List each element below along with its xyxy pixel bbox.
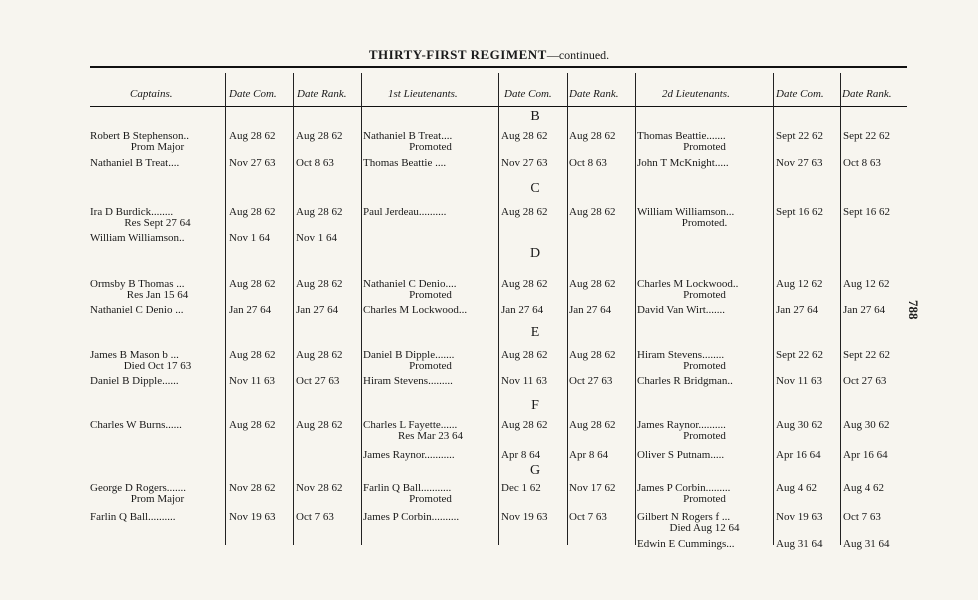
c-rank-cell: Aug 28 62 bbox=[296, 130, 343, 142]
l1-com-cell: Aug 28 62 bbox=[501, 130, 548, 142]
l1-rank-cell: Oct 7 63 bbox=[569, 511, 607, 523]
header-date-rank: Date Rank. bbox=[842, 88, 892, 100]
l1-com-cell: Dec 1 62 bbox=[501, 482, 541, 494]
l2-rank-cell: Aug 12 62 bbox=[843, 278, 890, 290]
l1-cell: Charles M Lockwood... bbox=[363, 304, 468, 316]
l2-cell: Thomas Beattie....... bbox=[637, 130, 726, 142]
company-letter: B bbox=[530, 109, 540, 124]
l2-cell: Hiram Stevens........ bbox=[637, 349, 725, 361]
l2-com-cell: Aug 12 62 bbox=[776, 278, 823, 290]
c-com-cell: Nov 19 63 bbox=[229, 511, 276, 523]
l1-cell: Nathaniel C Denio.... bbox=[363, 278, 457, 290]
l1-note: Res Mar 23 64 bbox=[397, 430, 464, 442]
l2-cell: John T McKnight..... bbox=[637, 157, 729, 169]
l1-rank-cell: Oct 8 63 bbox=[569, 157, 607, 169]
c-com-cell: Nov 27 63 bbox=[229, 157, 276, 169]
l2-cell: Edwin E Cummings... bbox=[637, 538, 735, 550]
cap-cell: James B Mason b ... bbox=[90, 349, 179, 361]
l1-com-cell: Aug 28 62 bbox=[501, 278, 548, 290]
cap-cell: Nathaniel C Denio ... bbox=[90, 304, 184, 316]
l2-cell: David Van Wirt....... bbox=[637, 304, 726, 316]
l2-rank-cell: Aug 31 64 bbox=[843, 538, 890, 550]
l1-note: Promoted bbox=[409, 360, 452, 372]
column-divider bbox=[361, 73, 362, 545]
l1-com-cell: Nov 27 63 bbox=[501, 157, 548, 169]
c-rank-cell: Oct 27 63 bbox=[296, 375, 340, 387]
l1-com-cell: Nov 11 63 bbox=[501, 375, 548, 387]
c-rank-cell: Aug 28 62 bbox=[296, 419, 343, 431]
cap-note: Res Jan 15 64 bbox=[126, 289, 189, 301]
l1-note: Promoted bbox=[409, 141, 452, 153]
company-letter: E bbox=[530, 325, 540, 340]
l1-rank-cell: Aug 28 62 bbox=[569, 278, 616, 290]
l2-rank-cell: Apr 16 64 bbox=[843, 449, 888, 461]
column-divider bbox=[293, 73, 294, 545]
header-captains: Captains. bbox=[130, 88, 173, 100]
l1-rank-cell: Apr 8 64 bbox=[569, 449, 609, 461]
header-date-rank: Date Rank. bbox=[569, 88, 619, 100]
l1-rank-cell: Aug 28 62 bbox=[569, 419, 616, 431]
l2-note: Promoted bbox=[683, 493, 726, 505]
l1-com-cell: Jan 27 64 bbox=[501, 304, 544, 316]
l2-com-cell: Sept 16 62 bbox=[776, 206, 824, 218]
column-divider bbox=[773, 73, 774, 545]
l1-com-cell: Aug 28 62 bbox=[501, 349, 548, 361]
l1-com-cell: Aug 28 62 bbox=[501, 419, 548, 431]
c-com-cell: Aug 28 62 bbox=[229, 130, 276, 142]
top-rule bbox=[90, 66, 907, 68]
l1-cell: Daniel B Dipple....... bbox=[363, 349, 455, 361]
l2-note: Promoted. bbox=[681, 217, 728, 229]
l2-cell: Gilbert N Rogers f ... bbox=[637, 511, 731, 523]
cap-cell: Nathaniel B Treat.... bbox=[90, 157, 180, 169]
cap-cell: Ormsby B Thomas ... bbox=[90, 278, 185, 290]
l1-cell: Farlin Q Ball........... bbox=[363, 482, 452, 494]
l1-com-cell: Apr 8 64 bbox=[501, 449, 541, 461]
header-date-com: Date Com. bbox=[229, 88, 277, 100]
company-letter: F bbox=[531, 398, 539, 413]
c-rank-cell: Nov 28 62 bbox=[296, 482, 343, 494]
header-date-com: Date Com. bbox=[776, 88, 824, 100]
l2-com-cell: Nov 11 63 bbox=[776, 375, 823, 387]
l2-com-cell: Nov 27 63 bbox=[776, 157, 823, 169]
l2-com-cell: Aug 4 62 bbox=[776, 482, 817, 494]
l2-com-cell: Sept 22 62 bbox=[776, 349, 824, 361]
l2-note: Promoted bbox=[683, 141, 726, 153]
l2-rank-cell: Sept 22 62 bbox=[843, 130, 891, 142]
l2-rank-cell: Oct 8 63 bbox=[843, 157, 881, 169]
l1-rank-cell: Aug 28 62 bbox=[569, 130, 616, 142]
l2-note: Promoted bbox=[683, 289, 726, 301]
l2-cell: James Raynor.......... bbox=[637, 419, 726, 431]
c-com-cell: Nov 1 64 bbox=[229, 232, 270, 244]
l2-cell: William Williamson... bbox=[637, 206, 735, 218]
cap-note: Died Oct 17 63 bbox=[123, 360, 192, 372]
column-divider bbox=[225, 73, 226, 545]
company-letter: D bbox=[529, 246, 541, 261]
l2-com-cell: Jan 27 64 bbox=[776, 304, 819, 316]
l1-rank-cell: Jan 27 64 bbox=[569, 304, 612, 316]
cap-cell: George D Rogers....... bbox=[90, 482, 187, 494]
cap-note: Res Sept 27 64 bbox=[124, 217, 191, 229]
l2-com-cell: Sept 22 62 bbox=[776, 130, 824, 142]
c-rank-cell: Oct 8 63 bbox=[296, 157, 334, 169]
cap-cell: Charles W Burns...... bbox=[90, 419, 182, 431]
company-letter: C bbox=[530, 181, 540, 196]
c-com-cell: Aug 28 62 bbox=[229, 349, 276, 361]
c-com-cell: Aug 28 62 bbox=[229, 419, 276, 431]
l2-com-cell: Apr 16 64 bbox=[776, 449, 821, 461]
c-rank-cell: Aug 28 62 bbox=[296, 278, 343, 290]
l1-cell: Thomas Beattie .... bbox=[363, 157, 447, 169]
column-divider bbox=[498, 73, 499, 545]
l2-rank-cell: Jan 27 64 bbox=[843, 304, 886, 316]
l2-rank-cell: Aug 4 62 bbox=[843, 482, 884, 494]
c-rank-cell: Aug 28 62 bbox=[296, 206, 343, 218]
l2-rank-cell: Sept 16 62 bbox=[843, 206, 891, 218]
header-second-lieutenants: 2d Lieutenants. bbox=[662, 88, 730, 100]
l1-cell: Hiram Stevens......... bbox=[363, 375, 453, 387]
l1-rank-cell: Oct 27 63 bbox=[569, 375, 613, 387]
c-rank-cell: Jan 27 64 bbox=[296, 304, 339, 316]
l1-cell: Charles L Fayette...... bbox=[363, 419, 458, 431]
l1-note: Promoted bbox=[409, 289, 452, 301]
l2-rank-cell: Aug 30 62 bbox=[843, 419, 890, 431]
cap-cell: Farlin Q Ball.......... bbox=[90, 511, 176, 523]
page-title: THIRTY-FIRST REGIMENT—continued. bbox=[368, 47, 610, 62]
l2-rank-cell: Oct 27 63 bbox=[843, 375, 887, 387]
l1-cell: Nathaniel B Treat.... bbox=[363, 130, 453, 142]
c-com-cell: Nov 28 62 bbox=[229, 482, 276, 494]
l2-com-cell: Aug 30 62 bbox=[776, 419, 823, 431]
l1-rank-cell: Aug 28 62 bbox=[569, 206, 616, 218]
header-date-rank: Date Rank. bbox=[297, 88, 347, 100]
l1-cell: James P Corbin.......... bbox=[363, 511, 460, 523]
l2-cell: Charles R Bridgman.. bbox=[637, 375, 733, 387]
l2-note: Promoted bbox=[683, 430, 726, 442]
l2-cell: Oliver S Putnam..... bbox=[637, 449, 725, 461]
l1-rank-cell: Nov 17 62 bbox=[569, 482, 616, 494]
company-letter: G bbox=[529, 463, 541, 478]
column-divider bbox=[635, 73, 636, 545]
column-divider bbox=[567, 73, 568, 545]
l2-cell: James P Corbin......... bbox=[637, 482, 731, 494]
l2-note: Promoted bbox=[683, 360, 726, 372]
l2-cell: Charles M Lockwood.. bbox=[637, 278, 739, 290]
cap-cell: Robert B Stephenson.. bbox=[90, 130, 189, 142]
l2-rank-cell: Oct 7 63 bbox=[843, 511, 881, 523]
c-rank-cell: Oct 7 63 bbox=[296, 511, 334, 523]
l1-cell: James Raynor........... bbox=[363, 449, 455, 461]
cap-cell: William Williamson.. bbox=[90, 232, 185, 244]
header-first-lieutenants: 1st Lieutenants. bbox=[388, 88, 458, 100]
l1-note: Promoted bbox=[409, 493, 452, 505]
cap-note: Prom Major bbox=[130, 141, 185, 153]
c-rank-cell: Aug 28 62 bbox=[296, 349, 343, 361]
l2-com-cell: Aug 31 64 bbox=[776, 538, 823, 550]
column-divider bbox=[840, 73, 841, 545]
l2-com-cell: Nov 19 63 bbox=[776, 511, 823, 523]
c-com-cell: Aug 28 62 bbox=[229, 206, 276, 218]
page-number: 788 bbox=[906, 300, 921, 320]
c-com-cell: Jan 27 64 bbox=[229, 304, 272, 316]
l1-com-cell: Aug 28 62 bbox=[501, 206, 548, 218]
l1-rank-cell: Aug 28 62 bbox=[569, 349, 616, 361]
c-com-cell: Nov 11 63 bbox=[229, 375, 276, 387]
c-com-cell: Aug 28 62 bbox=[229, 278, 276, 290]
l2-rank-cell: Sept 22 62 bbox=[843, 349, 891, 361]
l1-cell: Paul Jerdeau.......... bbox=[363, 206, 447, 218]
cap-note: Prom Major bbox=[130, 493, 185, 505]
header-date-com: Date Com. bbox=[504, 88, 552, 100]
c-rank-cell: Nov 1 64 bbox=[296, 232, 337, 244]
cap-cell: Daniel B Dipple...... bbox=[90, 375, 179, 387]
l2-note: Died Aug 12 64 bbox=[669, 522, 740, 534]
l1-com-cell: Nov 19 63 bbox=[501, 511, 548, 523]
cap-cell: Ira D Burdick........ bbox=[90, 206, 174, 218]
